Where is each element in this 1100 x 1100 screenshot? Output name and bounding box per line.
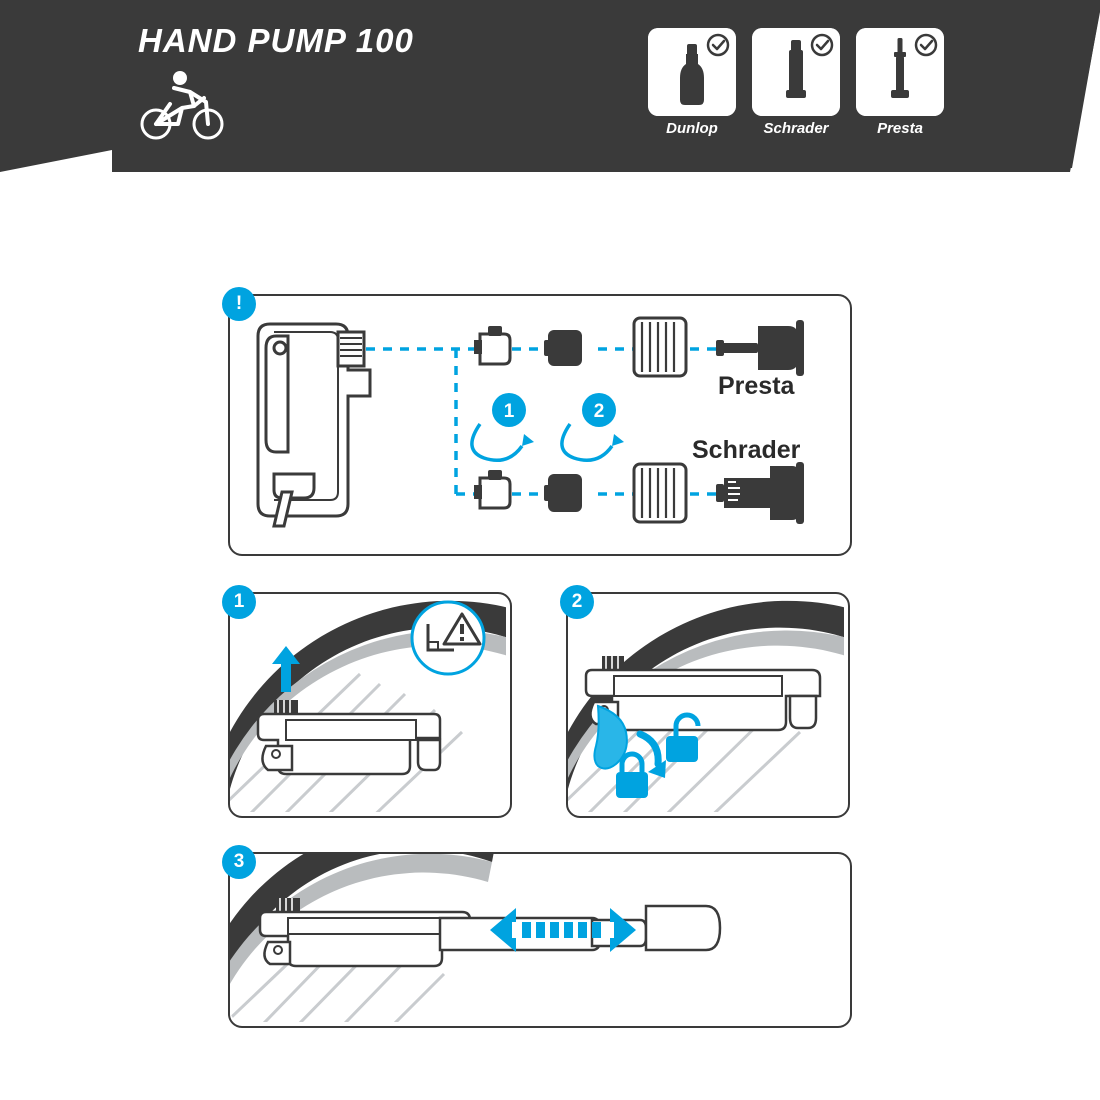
schrader-adapter-parts (474, 462, 804, 524)
step-badge-2: 2 (560, 585, 594, 619)
header-banner (0, 0, 1100, 172)
valve-chip-presta (856, 28, 944, 137)
schrader-valve-icon (752, 28, 840, 116)
step2-illustration (568, 594, 844, 812)
rotation-arrows (472, 424, 624, 460)
valve-label-presta: Presta (877, 120, 923, 137)
overview-panel (228, 294, 852, 556)
presta-valve-icon (856, 28, 944, 116)
pump-illustration (586, 656, 820, 730)
step2-panel (566, 592, 850, 818)
padlock-closed-icon (616, 754, 648, 798)
valve-compatibility-list (648, 28, 958, 138)
warning-badge (412, 602, 484, 674)
step-badge-1: 1 (222, 585, 256, 619)
page-title: HAND PUMP 100 (138, 22, 414, 59)
dunlop-valve-icon (648, 28, 736, 116)
overview-diagram (230, 296, 846, 550)
svg-text:1: 1 (503, 401, 515, 422)
valve-label-dunlop: Dunlop (666, 120, 718, 137)
svg-text:2: 2 (593, 401, 605, 422)
valve-label-schrader: Schrader (763, 120, 829, 137)
presta-adapter-parts (474, 318, 804, 376)
pump-illustration (258, 700, 440, 774)
pump-body-illustration (258, 324, 370, 526)
pump-illustration (260, 898, 720, 966)
exclamation-badge-icon: ! (222, 287, 256, 321)
step1-panel (228, 592, 512, 818)
step3-panel (228, 852, 852, 1028)
label-presta: Presta (718, 372, 795, 400)
valve-chip-schrader (752, 28, 840, 137)
valve-chip-dunlop (648, 28, 736, 137)
step-badge-3: 3 (222, 845, 256, 879)
label-schrader: Schrader (692, 436, 801, 464)
cyclist-icon (134, 68, 230, 140)
step1-illustration (230, 594, 506, 812)
step3-illustration (230, 854, 846, 1022)
